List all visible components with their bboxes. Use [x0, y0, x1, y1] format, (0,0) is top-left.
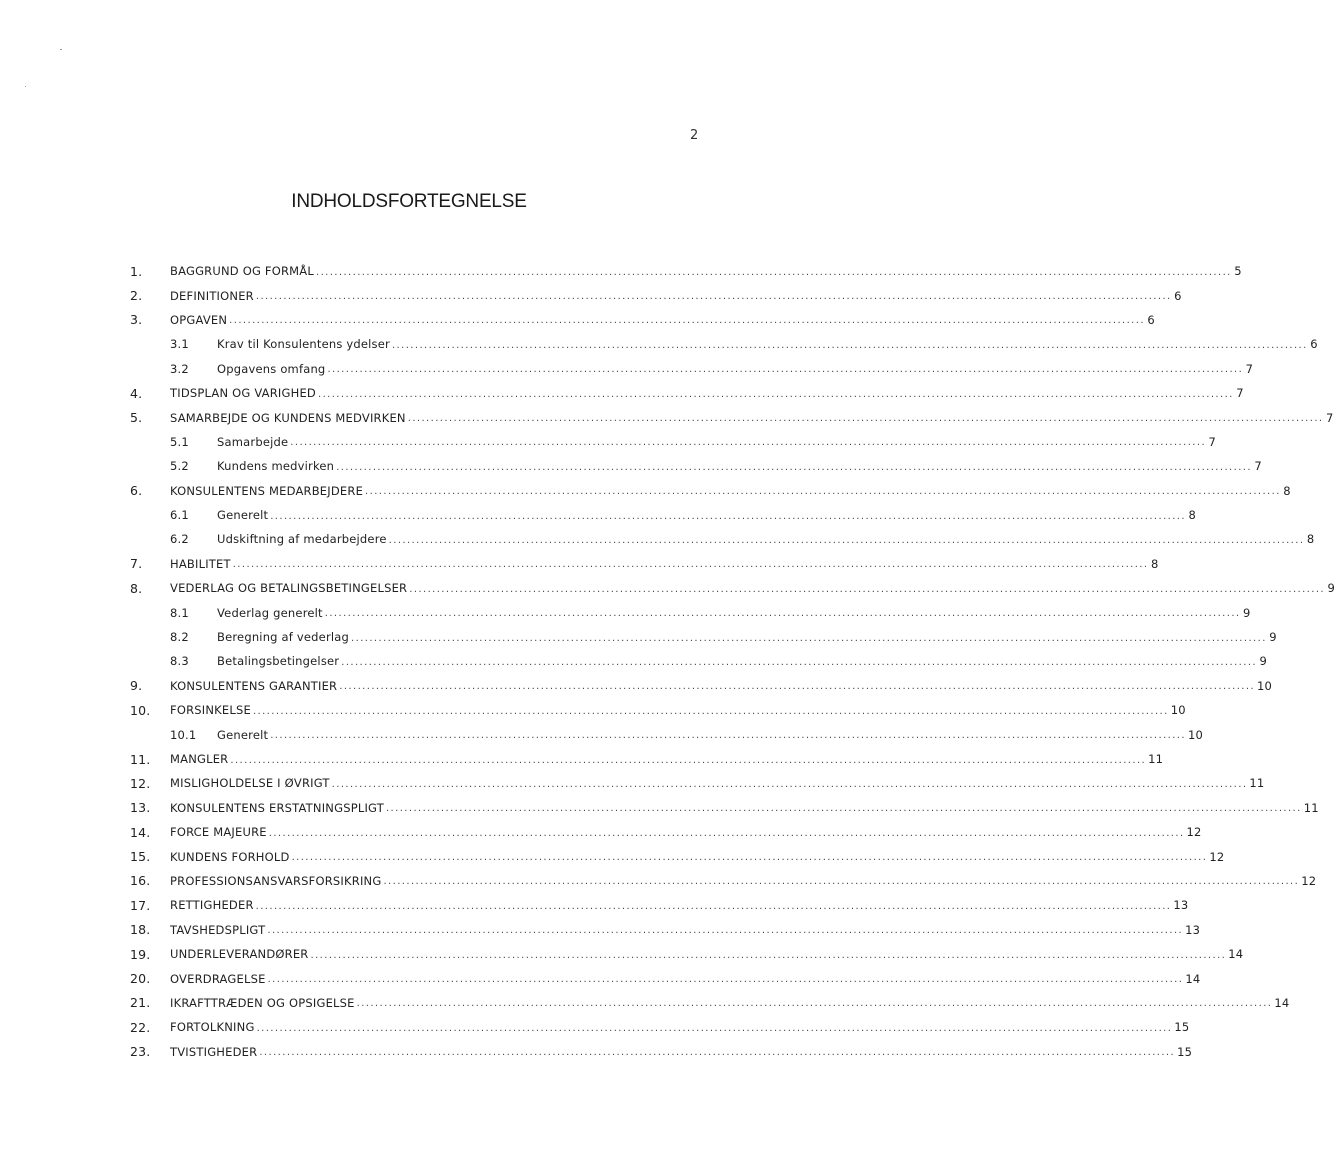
- toc-entry-number: 5.2: [170, 459, 189, 474]
- toc-subentry[interactable]: [130, 600, 1251, 624]
- toc-entry-page: 7: [1325, 410, 1334, 425]
- toc-entry-number: 3.1: [170, 337, 189, 352]
- toc-subentry[interactable]: [130, 625, 1277, 649]
- toc-entry-title: FORSINKELSE: [170, 703, 251, 718]
- toc-entry-title: KONSULENTENS ERSTATNINGSPLIGT: [170, 800, 384, 815]
- toc-entry-number: 9.: [130, 678, 143, 694]
- toc-entry-title: RETTIGHEDER: [170, 898, 254, 913]
- table-of-contents: [130, 259, 1335, 1064]
- toc-entry-number: 10.1: [170, 727, 197, 742]
- toc-entry[interactable]: [130, 405, 1334, 429]
- toc-entry-number: 8.: [130, 580, 143, 596]
- toc-entry-title: FORCE MAJEURE: [170, 825, 267, 840]
- toc-entry-number: 6.: [130, 483, 143, 499]
- toc-entry-page: 7: [1254, 459, 1262, 474]
- toc-dot-leader: ........................................................................................................................................................................................................: [351, 632, 1267, 644]
- toc-entry-title: Betalingsbetingelser: [217, 654, 340, 669]
- toc-subentry[interactable]: [130, 527, 1315, 551]
- toc-dot-leader: ........................................................................................................................................................................................................: [232, 559, 1149, 571]
- toc-entry-page: 8: [1283, 483, 1291, 498]
- toc-dot-leader: ........................................................................................................................................................................................................: [407, 413, 1324, 425]
- toc-entry-number: 20.: [130, 971, 151, 987]
- toc-dot-leader: ........................................................................................................................................................................................................: [341, 656, 1257, 668]
- toc-entry-title: Kundens medvirken: [217, 459, 335, 474]
- toc-dot-leader: ........................................................................................................................................................................................................: [327, 364, 1244, 376]
- toc-entry-number: 3.: [130, 312, 143, 328]
- toc-dot-leader: ........................................................................................................................................................................................................: [365, 486, 1281, 498]
- toc-entry-title: HABILITET: [170, 556, 231, 571]
- toc-entry[interactable]: [130, 796, 1319, 820]
- toc-entry-number: 6.1: [170, 508, 189, 523]
- toc-entry-title: Vederlag generelt: [217, 605, 323, 620]
- toc-entry[interactable]: [130, 1015, 1190, 1039]
- toc-dot-leader: ........................................................................................................................................................................................................: [270, 510, 1186, 522]
- toc-entry-number: 5.1: [170, 434, 189, 449]
- toc-entry-page: 14: [1274, 995, 1290, 1010]
- toc-entry-title: KONSULENTENS MEDARBEJDERE: [170, 483, 364, 498]
- toc-entry[interactable]: [130, 844, 1225, 868]
- toc-entry-number: 5.: [130, 410, 143, 426]
- toc-entry-number: 16.: [130, 873, 151, 889]
- toc-dot-leader: ........................................................................................................................................................................................................: [291, 852, 1208, 864]
- toc-dot-leader: ........................................................................................................................................................................................................: [267, 925, 1184, 937]
- toc-dot-leader: ........................................................................................................................................................................................................: [336, 461, 1252, 473]
- toc-entry-title: DEFINITIONER: [170, 288, 254, 303]
- toc-entry-title: TIDSPLAN OG VARIGHED: [170, 386, 316, 401]
- toc-dot-leader: ........................................................................................................................................................................................................: [255, 291, 1172, 303]
- toc-dot-leader: ........................................................................................................................................................................................................: [385, 803, 1302, 815]
- toc-entry-page: 11: [1148, 752, 1164, 766]
- toc-entry-title: Krav til Konsulentens ydelser: [217, 337, 390, 352]
- toc-subentry[interactable]: [130, 430, 1217, 454]
- toc-entry-number: 17.: [130, 897, 151, 913]
- toc-entry-page: 8: [1306, 532, 1315, 547]
- toc-entry-title: OPGAVEN: [170, 312, 228, 327]
- toc-subentry[interactable]: [130, 649, 1267, 673]
- toc-dot-leader: ........................................................................................................................................................................................................: [331, 778, 1248, 790]
- toc-dot-leader: ........................................................................................................................................................................................................: [388, 534, 1305, 546]
- toc-entry-number: 8.3: [170, 654, 189, 669]
- toc-dot-leader: ........................................................................................................................................................................................................: [356, 998, 1273, 1010]
- toc-entry[interactable]: [130, 771, 1265, 795]
- toc-dot-leader: ........................................................................................................................................................................................................: [229, 315, 1145, 327]
- toc-entry[interactable]: [130, 747, 1164, 771]
- toc-entry-title: Samarbejde: [217, 434, 289, 449]
- toc-entry[interactable]: [130, 820, 1202, 844]
- toc-entry-page: 7: [1236, 386, 1244, 401]
- toc-entry-number: 4.: [130, 385, 143, 401]
- toc-entry-page: 6: [1147, 312, 1155, 327]
- toc-entry-number: 2.: [130, 288, 143, 304]
- page-number: 2: [690, 128, 699, 143]
- toc-entry-page: 8: [1150, 556, 1159, 571]
- toc-subentry[interactable]: [130, 454, 1262, 478]
- toc-entry[interactable]: [130, 283, 1182, 307]
- toc-entry-page: 7: [1208, 434, 1217, 449]
- toc-entry-title: Udskiftning af medarbejdere: [217, 532, 387, 547]
- toc-dot-leader: ........................................................................................................................................................................................................: [324, 608, 1241, 620]
- toc-entry[interactable]: [130, 698, 1186, 722]
- toc-entry-number: 10.: [130, 702, 151, 718]
- toc-entry-number: 12.: [130, 775, 151, 791]
- toc-entry-page: 9: [1242, 605, 1251, 620]
- toc-entry-title: PROFESSIONSANSVARSFORSIKRING: [170, 873, 382, 888]
- toc-entry-title: FORTOLKNING: [170, 1020, 255, 1035]
- toc-entry-number: 13.: [130, 800, 151, 816]
- toc-entry-title: SAMARBEJDE OG KUNDENS MEDVIRKEN: [170, 410, 406, 425]
- toc-entry-page: 10: [1187, 727, 1204, 742]
- toc-dot-leader: ........................................................................................................................................................................................................: [267, 974, 1184, 986]
- toc-entry-page: 10: [1257, 678, 1273, 693]
- toc-dot-leader: ........................................................................................................................................................................................................: [256, 1022, 1173, 1034]
- toc-entry-title: VEDERLAG OG BETALINGSBETINGELSER: [170, 581, 408, 596]
- toc-entry-number: 15.: [130, 849, 151, 865]
- toc-entry-number: 8.2: [170, 630, 189, 645]
- toc-entry-number: 14.: [130, 824, 151, 840]
- toc-entry[interactable]: [130, 576, 1335, 600]
- toc-entry-page: 10: [1170, 703, 1186, 718]
- page-title: INDHOLDSFORTEGNELSE: [291, 191, 527, 212]
- toc-dot-leader: ........................................................................................................................................................................................................: [310, 949, 1227, 961]
- toc-dot-leader: ........................................................................................................................................................................................................: [268, 827, 1185, 839]
- toc-dot-leader: ........................................................................................................................................................................................................: [255, 900, 1172, 912]
- toc-entry[interactable]: [130, 966, 1201, 990]
- toc-dot-leader: ........................................................................................................................................................................................................: [290, 437, 1207, 449]
- toc-subentry[interactable]: [130, 722, 1204, 746]
- toc-dot-leader: ........................................................................................................................................................................................................: [383, 876, 1300, 888]
- toc-entry-number: 3.2: [170, 361, 189, 376]
- scan-speck: [60, 49, 62, 50]
- toc-entry[interactable]: [130, 991, 1290, 1015]
- toc-entry-title: KUNDENS FORHOLD: [170, 849, 290, 864]
- toc-entry-page: 13: [1173, 898, 1189, 913]
- toc-entry-title: Generelt: [217, 727, 269, 742]
- toc-entry-number: 22.: [130, 1019, 151, 1035]
- toc-subentry[interactable]: [130, 503, 1196, 527]
- toc-entry-page: 14: [1228, 947, 1244, 962]
- toc-entry-page: 11: [1303, 800, 1319, 815]
- toc-entry-page: 9: [1259, 654, 1267, 669]
- toc-dot-leader: ........................................................................................................................................................................................................: [409, 583, 1325, 595]
- toc-entry-page: 15: [1177, 1044, 1193, 1059]
- toc-entry-number: 19.: [130, 946, 151, 962]
- toc-entry-number: 6.2: [170, 532, 189, 547]
- toc-entry-title: KONSULENTENS GARANTIER: [170, 678, 338, 693]
- toc-entry-page: 5: [1234, 264, 1242, 279]
- toc-entry-title: UNDERLEVERANDØRER: [170, 947, 309, 962]
- toc-dot-leader: ........................................................................................................................................................................................................: [317, 388, 1234, 400]
- toc-entry-number: 23.: [130, 1044, 151, 1060]
- toc-entry-title: MANGLER: [170, 752, 229, 766]
- toc-entry[interactable]: [130, 918, 1201, 942]
- toc-entry-page: 12: [1301, 873, 1317, 888]
- toc-entry-number: 21.: [130, 995, 151, 1011]
- toc-entry-page: 13: [1185, 922, 1201, 937]
- toc-entry-number: 8.1: [170, 605, 189, 620]
- toc-entry-number: 18.: [130, 922, 151, 938]
- toc-entry-page: 7: [1245, 361, 1254, 376]
- toc-entry-page: 9: [1327, 581, 1335, 596]
- toc-subentry[interactable]: [130, 357, 1254, 381]
- toc-entry-title: IKRAFTTRÆDEN OG OPSIGELSE: [170, 995, 355, 1010]
- toc-dot-leader: ........................................................................................................................................................................................................: [230, 754, 1147, 766]
- toc-entry-title: BAGGRUND OG FORMÅL: [170, 264, 314, 279]
- toc-dot-leader: ........................................................................................................................................................................................................: [270, 730, 1186, 742]
- toc-entry[interactable]: [130, 479, 1291, 503]
- toc-entry-title: TVISTIGHEDER: [170, 1044, 258, 1059]
- toc-entry[interactable]: [130, 381, 1244, 405]
- toc-entry-page: 9: [1269, 630, 1277, 645]
- toc-entry-number: 1.: [130, 263, 143, 279]
- toc-entry[interactable]: [130, 893, 1189, 917]
- toc-entry[interactable]: [130, 259, 1242, 283]
- toc-entry[interactable]: [130, 1040, 1193, 1064]
- toc-entry[interactable]: [130, 552, 1159, 576]
- toc-dot-leader: ........................................................................................................................................................................................................: [252, 705, 1169, 717]
- toc-entry-page: 12: [1209, 849, 1225, 864]
- toc-entry-number: 11.: [130, 751, 151, 767]
- toc-entry-number: 7.: [130, 556, 143, 572]
- toc-entry-title: Generelt: [217, 508, 269, 523]
- toc-entry[interactable]: [130, 308, 1155, 332]
- scan-speck: [25, 86, 26, 87]
- toc-entry[interactable]: [130, 674, 1273, 698]
- toc-entry-title: OVERDRAGELSE: [170, 971, 266, 986]
- toc-entry-title: Beregning af vederlag: [217, 630, 350, 645]
- toc-entry[interactable]: [130, 869, 1317, 893]
- toc-dot-leader: ........................................................................................................................................................................................................: [339, 681, 1256, 693]
- toc-subentry[interactable]: [130, 332, 1318, 356]
- toc-dot-leader: ........................................................................................................................................................................................................: [391, 339, 1308, 351]
- toc-entry[interactable]: [130, 942, 1244, 966]
- toc-entry-title: MISLIGHOLDELSE I ØVRIGT: [170, 776, 330, 791]
- toc-entry-page: 8: [1188, 508, 1196, 523]
- toc-entry-page: 12: [1186, 825, 1202, 840]
- toc-entry-title: TAVSHEDSPLIGT: [170, 922, 266, 937]
- toc-dot-leader: ........................................................................................................................................................................................................: [315, 266, 1232, 278]
- toc-entry-page: 6: [1310, 337, 1318, 352]
- toc-entry-page: 15: [1174, 1020, 1190, 1035]
- toc-entry-title: Opgavens omfang: [217, 361, 326, 376]
- toc-entry-page: 11: [1249, 776, 1265, 791]
- toc-entry-page: 6: [1174, 288, 1182, 303]
- toc-dot-leader: ........................................................................................................................................................................................................: [259, 1047, 1176, 1059]
- toc-entry-page: 14: [1185, 971, 1201, 986]
